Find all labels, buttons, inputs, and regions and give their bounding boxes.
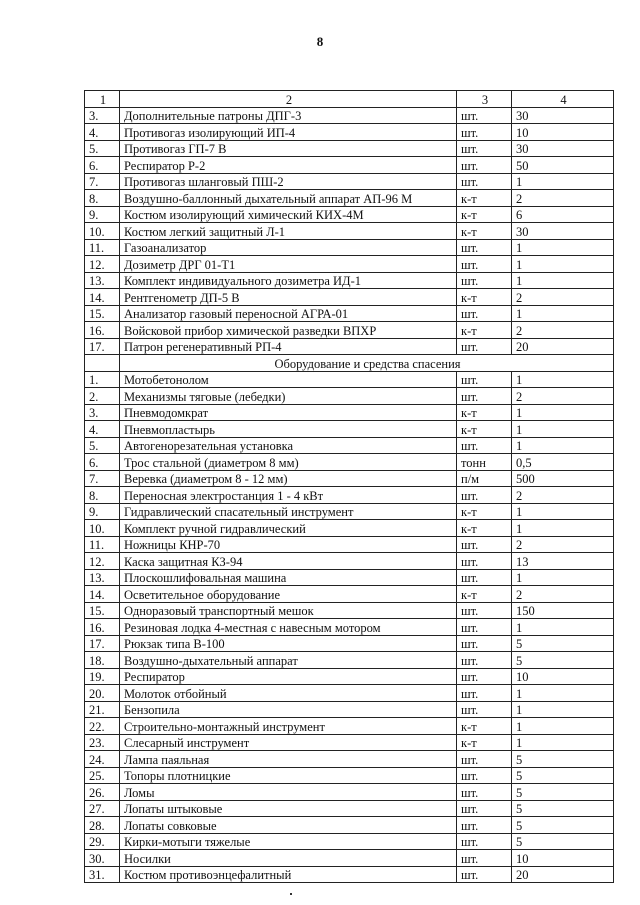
unit-cell: к-т bbox=[457, 586, 512, 603]
unit-cell: шт. bbox=[457, 833, 512, 850]
table-row bbox=[85, 668, 614, 685]
unit-cell: к-т bbox=[457, 206, 512, 223]
unit-cell: шт. bbox=[457, 685, 512, 702]
row-number: 4. bbox=[85, 124, 120, 141]
table-row bbox=[85, 421, 614, 438]
quantity-cell: 0,5 bbox=[512, 454, 614, 471]
table-row bbox=[85, 536, 614, 553]
item-name: Автогенорезательная установка bbox=[120, 437, 457, 454]
quantity-cell: 5 bbox=[512, 767, 614, 784]
quantity-cell: 1 bbox=[512, 718, 614, 735]
quantity-cell: 1 bbox=[512, 239, 614, 256]
item-name: Пневмодомкрат bbox=[120, 404, 457, 421]
quantity-cell: 1 bbox=[512, 421, 614, 438]
item-name: Лампа паяльная bbox=[120, 751, 457, 768]
table-row bbox=[85, 767, 614, 784]
item-name: Анализатор газовый переносной АГРА-01 bbox=[120, 305, 457, 322]
item-name: Ломы bbox=[120, 784, 457, 801]
row-number: 3. bbox=[85, 107, 120, 124]
unit-cell: шт. bbox=[457, 256, 512, 273]
item-name: Лопаты штыковые bbox=[120, 800, 457, 817]
table-row bbox=[85, 173, 614, 190]
row-number: 9. bbox=[85, 503, 120, 520]
unit-cell: шт. bbox=[457, 553, 512, 570]
section-row bbox=[85, 355, 614, 372]
unit-cell: к-т bbox=[457, 718, 512, 735]
item-name: Бензопила bbox=[120, 701, 457, 718]
table-row bbox=[85, 404, 614, 421]
unit-cell: шт. bbox=[457, 437, 512, 454]
unit-cell: шт. bbox=[457, 272, 512, 289]
quantity-cell: 30 bbox=[512, 223, 614, 240]
row-number: 11. bbox=[85, 536, 120, 553]
item-name: Костюм легкий защитный Л-1 bbox=[120, 223, 457, 240]
quantity-cell: 1 bbox=[512, 619, 614, 636]
unit-cell: шт. bbox=[457, 619, 512, 636]
row-number: 21. bbox=[85, 701, 120, 718]
row-number: 26. bbox=[85, 784, 120, 801]
row-number: 14. bbox=[85, 289, 120, 306]
row-number: 28. bbox=[85, 817, 120, 834]
table-row bbox=[85, 157, 614, 174]
quantity-cell: 20 bbox=[512, 338, 614, 355]
item-name: Гидравлический спасательный инструмент bbox=[120, 503, 457, 520]
item-name: Воздушно-дыхательный аппарат bbox=[120, 652, 457, 669]
unit-cell: шт. bbox=[457, 668, 512, 685]
scan-mark bbox=[290, 893, 292, 895]
quantity-cell: 30 bbox=[512, 140, 614, 157]
row-number: 9. bbox=[85, 206, 120, 223]
table-row bbox=[85, 784, 614, 801]
unit-cell: шт. bbox=[457, 850, 512, 867]
table-row bbox=[85, 388, 614, 405]
table-row bbox=[85, 190, 614, 207]
row-number: 14. bbox=[85, 586, 120, 603]
quantity-cell: 5 bbox=[512, 635, 614, 652]
unit-cell: к-т bbox=[457, 503, 512, 520]
header-col-3: 3 bbox=[457, 91, 512, 108]
quantity-cell: 1 bbox=[512, 173, 614, 190]
quantity-cell: 50 bbox=[512, 157, 614, 174]
row-number: 29. bbox=[85, 833, 120, 850]
table-row bbox=[85, 850, 614, 867]
item-name: Костюм изолирующий химический КИХ-4М bbox=[120, 206, 457, 223]
unit-cell: шт. bbox=[457, 701, 512, 718]
item-name: Комплект ручной гидравлический bbox=[120, 520, 457, 537]
table-row bbox=[85, 140, 614, 157]
equipment-table bbox=[84, 90, 614, 883]
quantity-cell: 1 bbox=[512, 734, 614, 751]
quantity-cell: 1 bbox=[512, 685, 614, 702]
item-name: Противогаз ГП-7 В bbox=[120, 140, 457, 157]
table-row bbox=[85, 734, 614, 751]
table-row bbox=[85, 652, 614, 669]
row-number: 6. bbox=[85, 454, 120, 471]
unit-cell: шт. bbox=[457, 338, 512, 355]
row-number: 8. bbox=[85, 190, 120, 207]
quantity-cell: 5 bbox=[512, 800, 614, 817]
unit-cell: к-т bbox=[457, 421, 512, 438]
quantity-cell: 1 bbox=[512, 272, 614, 289]
item-name: Респиратор Р-2 bbox=[120, 157, 457, 174]
row-number: 7. bbox=[85, 173, 120, 190]
table-row bbox=[85, 701, 614, 718]
table-row bbox=[85, 569, 614, 586]
table-row bbox=[85, 437, 614, 454]
row-number: 23. bbox=[85, 734, 120, 751]
unit-cell: шт. bbox=[457, 800, 512, 817]
table-row bbox=[85, 256, 614, 273]
row-number: 15. bbox=[85, 305, 120, 322]
section-title: Оборудование и средства спасения bbox=[120, 355, 614, 372]
table-row bbox=[85, 470, 614, 487]
row-number: 15. bbox=[85, 602, 120, 619]
quantity-cell: 2 bbox=[512, 322, 614, 339]
row-number: 3. bbox=[85, 404, 120, 421]
row-number: 20. bbox=[85, 685, 120, 702]
row-number: 2. bbox=[85, 388, 120, 405]
unit-cell: шт. bbox=[457, 784, 512, 801]
quantity-cell: 10 bbox=[512, 124, 614, 141]
item-name: Мотобетонолом bbox=[120, 371, 457, 388]
table-row bbox=[85, 866, 614, 883]
unit-cell: шт. bbox=[457, 107, 512, 124]
row-number: 31. bbox=[85, 866, 120, 883]
table-row bbox=[85, 800, 614, 817]
row-number: 16. bbox=[85, 619, 120, 636]
page-number: 8 bbox=[316, 34, 324, 49]
quantity-cell: 2 bbox=[512, 388, 614, 405]
item-name: Веревка (диаметром 8 - 12 мм) bbox=[120, 470, 457, 487]
quantity-cell: 1 bbox=[512, 437, 614, 454]
quantity-cell: 2 bbox=[512, 586, 614, 603]
quantity-cell: 5 bbox=[512, 817, 614, 834]
quantity-cell: 2 bbox=[512, 190, 614, 207]
table-row bbox=[85, 272, 614, 289]
row-number: 12. bbox=[85, 553, 120, 570]
unit-cell: тонн bbox=[457, 454, 512, 471]
quantity-cell: 10 bbox=[512, 850, 614, 867]
table-row bbox=[85, 454, 614, 471]
quantity-cell: 2 bbox=[512, 536, 614, 553]
row-number: 5. bbox=[85, 140, 120, 157]
table-header-row bbox=[85, 91, 614, 108]
row-number: 30. bbox=[85, 850, 120, 867]
section-spacer bbox=[85, 355, 120, 372]
item-name: Противогаз изолирующий ИП-4 bbox=[120, 124, 457, 141]
row-number: 4. bbox=[85, 421, 120, 438]
item-name: Противогаз шланговый ПШ-2 bbox=[120, 173, 457, 190]
row-number: 5. bbox=[85, 437, 120, 454]
unit-cell: шт. bbox=[457, 239, 512, 256]
row-number: 12. bbox=[85, 256, 120, 273]
unit-cell: шт. bbox=[457, 751, 512, 768]
item-name: Воздушно-баллонный дыхательный аппарат АП-96 М bbox=[120, 190, 457, 207]
item-name: Механизмы тяговые (лебедки) bbox=[120, 388, 457, 405]
header-col-4: 4 bbox=[512, 91, 614, 108]
table-row bbox=[85, 553, 614, 570]
table-row bbox=[85, 817, 614, 834]
quantity-cell: 10 bbox=[512, 668, 614, 685]
header-col-2: 2 bbox=[120, 91, 457, 108]
table-row bbox=[85, 124, 614, 141]
unit-cell: шт. bbox=[457, 157, 512, 174]
table-row bbox=[85, 833, 614, 850]
item-name: Костюм противоэнцефалитный bbox=[120, 866, 457, 883]
row-number: 27. bbox=[85, 800, 120, 817]
unit-cell: п/м bbox=[457, 470, 512, 487]
unit-cell: шт. bbox=[457, 635, 512, 652]
row-number: 24. bbox=[85, 751, 120, 768]
row-number: 6. bbox=[85, 157, 120, 174]
unit-cell: к-т bbox=[457, 322, 512, 339]
quantity-cell: 13 bbox=[512, 553, 614, 570]
item-name: Переносная электростанция 1 - 4 кВт bbox=[120, 487, 457, 504]
row-number: 10. bbox=[85, 223, 120, 240]
table-row bbox=[85, 619, 614, 636]
item-name: Патрон регенеративный РП-4 bbox=[120, 338, 457, 355]
table-row bbox=[85, 338, 614, 355]
quantity-cell: 30 bbox=[512, 107, 614, 124]
quantity-cell: 5 bbox=[512, 833, 614, 850]
row-number: 11. bbox=[85, 239, 120, 256]
item-name: Плоскошлифовальная машина bbox=[120, 569, 457, 586]
unit-cell: к-т bbox=[457, 190, 512, 207]
row-number: 17. bbox=[85, 635, 120, 652]
quantity-cell: 1 bbox=[512, 305, 614, 322]
unit-cell: шт. bbox=[457, 602, 512, 619]
quantity-cell: 1 bbox=[512, 404, 614, 421]
table-row bbox=[85, 503, 614, 520]
row-number: 22. bbox=[85, 718, 120, 735]
table-row bbox=[85, 371, 614, 388]
quantity-cell: 1 bbox=[512, 569, 614, 586]
item-name: Кирки-мотыги тяжелые bbox=[120, 833, 457, 850]
table-row bbox=[85, 289, 614, 306]
item-name: Топоры плотницкие bbox=[120, 767, 457, 784]
row-number: 16. bbox=[85, 322, 120, 339]
quantity-cell: 1 bbox=[512, 503, 614, 520]
item-name: Комплект индивидуального дозиметра ИД-1 bbox=[120, 272, 457, 289]
quantity-cell: 2 bbox=[512, 487, 614, 504]
unit-cell: шт. bbox=[457, 305, 512, 322]
unit-cell: шт. bbox=[457, 536, 512, 553]
item-name: Каска защитная КЗ-94 bbox=[120, 553, 457, 570]
unit-cell: шт. bbox=[457, 371, 512, 388]
item-name: Одноразовый транспортный мешок bbox=[120, 602, 457, 619]
table-row bbox=[85, 751, 614, 768]
table-row bbox=[85, 223, 614, 240]
unit-cell: шт. bbox=[457, 173, 512, 190]
table-row bbox=[85, 206, 614, 223]
table-row bbox=[85, 602, 614, 619]
unit-cell: шт. bbox=[457, 140, 512, 157]
table-row bbox=[85, 239, 614, 256]
quantity-cell: 5 bbox=[512, 784, 614, 801]
item-name: Войсковой прибор химической разведки ВПХР bbox=[120, 322, 457, 339]
item-name: Рюкзак типа В-100 bbox=[120, 635, 457, 652]
quantity-cell: 1 bbox=[512, 701, 614, 718]
item-name: Дополнительные патроны ДПГ-3 bbox=[120, 107, 457, 124]
item-name: Молоток отбойный bbox=[120, 685, 457, 702]
quantity-cell: 6 bbox=[512, 206, 614, 223]
item-name: Пневмопластырь bbox=[120, 421, 457, 438]
table-row bbox=[85, 322, 614, 339]
row-number: 18. bbox=[85, 652, 120, 669]
row-number: 13. bbox=[85, 569, 120, 586]
quantity-cell: 1 bbox=[512, 520, 614, 537]
item-name: Респиратор bbox=[120, 668, 457, 685]
unit-cell: к-т bbox=[457, 734, 512, 751]
quantity-cell: 1 bbox=[512, 256, 614, 273]
row-number: 19. bbox=[85, 668, 120, 685]
quantity-cell: 20 bbox=[512, 866, 614, 883]
unit-cell: шт. bbox=[457, 767, 512, 784]
quantity-cell: 5 bbox=[512, 751, 614, 768]
row-number: 1. bbox=[85, 371, 120, 388]
row-number: 7. bbox=[85, 470, 120, 487]
header-col-1: 1 bbox=[85, 91, 120, 108]
row-number: 10. bbox=[85, 520, 120, 537]
unit-cell: шт. bbox=[457, 487, 512, 504]
item-name: Резиновая лодка 4-местная с навесным мотором bbox=[120, 619, 457, 636]
quantity-cell: 2 bbox=[512, 289, 614, 306]
unit-cell: шт. bbox=[457, 124, 512, 141]
table-row bbox=[85, 685, 614, 702]
item-name: Дозиметр ДРГ 01-Т1 bbox=[120, 256, 457, 273]
item-name: Ножницы КНР-70 bbox=[120, 536, 457, 553]
table-row bbox=[85, 718, 614, 735]
item-name: Рентгенометр ДП-5 В bbox=[120, 289, 457, 306]
quantity-cell: 1 bbox=[512, 371, 614, 388]
table-row bbox=[85, 520, 614, 537]
quantity-cell: 500 bbox=[512, 470, 614, 487]
row-number: 17. bbox=[85, 338, 120, 355]
unit-cell: к-т bbox=[457, 289, 512, 306]
unit-cell: шт. bbox=[457, 569, 512, 586]
item-name: Газоанализатор bbox=[120, 239, 457, 256]
unit-cell: шт. bbox=[457, 388, 512, 405]
table-row bbox=[85, 107, 614, 124]
row-number: 8. bbox=[85, 487, 120, 504]
table-row bbox=[85, 305, 614, 322]
unit-cell: шт. bbox=[457, 817, 512, 834]
unit-cell: к-т bbox=[457, 223, 512, 240]
row-number: 25. bbox=[85, 767, 120, 784]
item-name: Осветительное оборудование bbox=[120, 586, 457, 603]
item-name: Трос стальной (диаметром 8 мм) bbox=[120, 454, 457, 471]
unit-cell: шт. bbox=[457, 652, 512, 669]
row-number: 13. bbox=[85, 272, 120, 289]
unit-cell: шт. bbox=[457, 866, 512, 883]
table-row bbox=[85, 487, 614, 504]
item-name: Носилки bbox=[120, 850, 457, 867]
table-row bbox=[85, 635, 614, 652]
unit-cell: к-т bbox=[457, 520, 512, 537]
quantity-cell: 5 bbox=[512, 652, 614, 669]
item-name: Строительно-монтажный инструмент bbox=[120, 718, 457, 735]
item-name: Слесарный инструмент bbox=[120, 734, 457, 751]
table-row bbox=[85, 586, 614, 603]
item-name: Лопаты совковые bbox=[120, 817, 457, 834]
quantity-cell: 150 bbox=[512, 602, 614, 619]
unit-cell: к-т bbox=[457, 404, 512, 421]
